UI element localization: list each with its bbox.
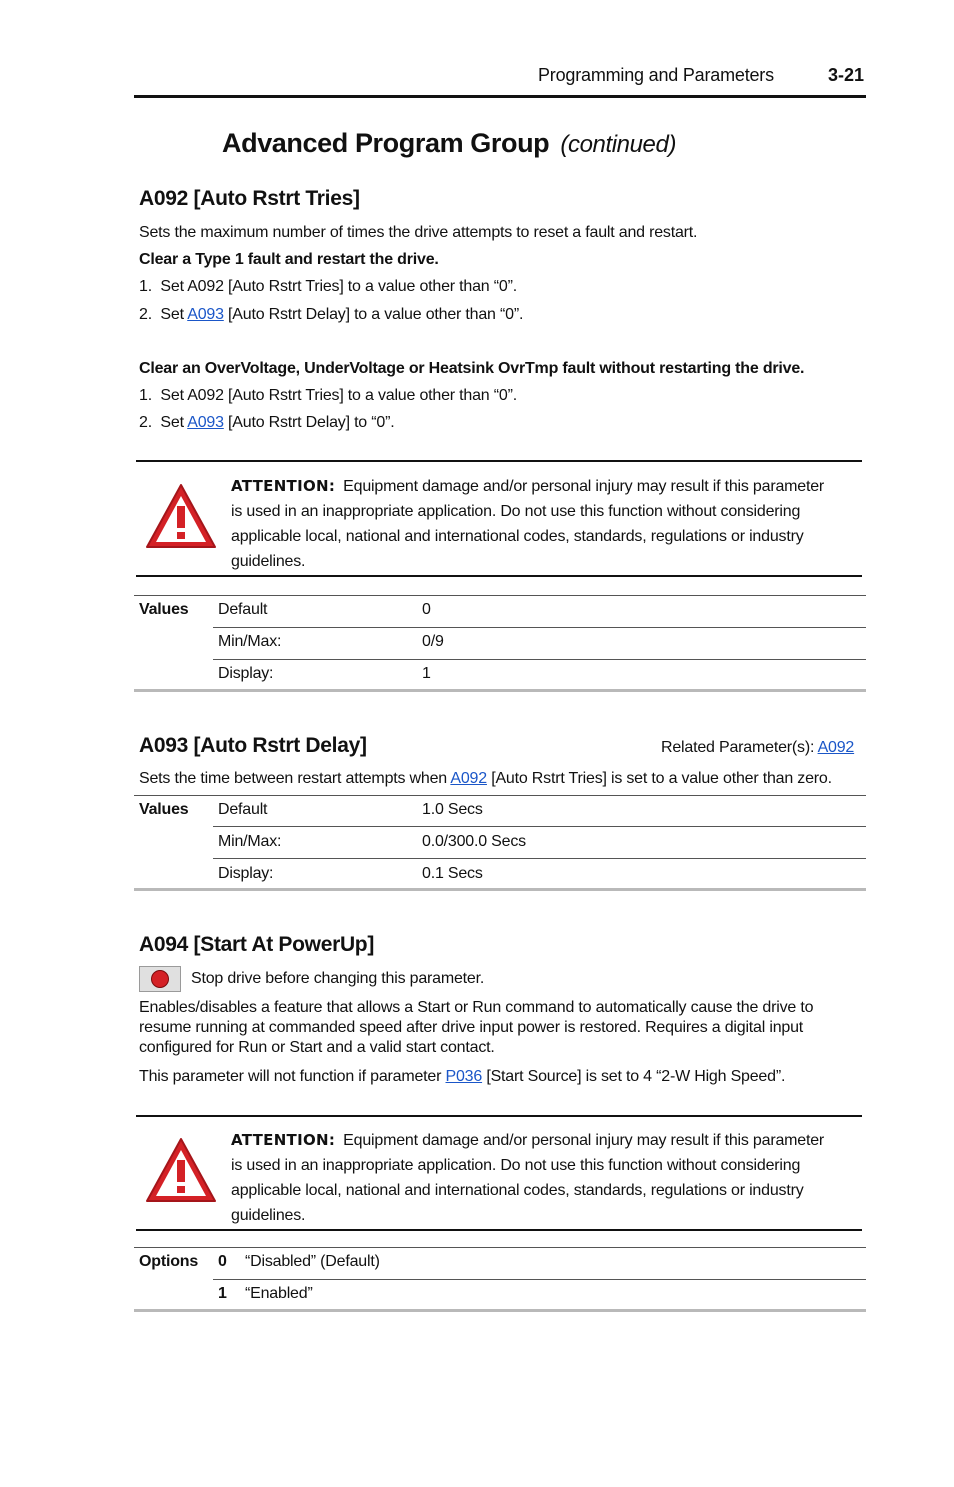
table-row-name: Min/Max:: [218, 633, 282, 650]
table-row-value: 0: [422, 601, 431, 618]
a092-link[interactable]: A092: [450, 770, 487, 787]
attention-top-rule: [136, 1115, 862, 1117]
attention-bottom-rule: [136, 575, 862, 577]
a092-step-2-2: [139, 413, 394, 433]
attention-text: [231, 474, 861, 574]
table-bottom-rule: [134, 689, 866, 692]
options-label: Options: [139, 1253, 199, 1270]
table-row-value: 1.0 Secs: [422, 801, 483, 818]
a093-link[interactable]: A093: [187, 414, 224, 431]
table-rule: [134, 795, 866, 796]
table-rule: [213, 1279, 866, 1280]
a092-subheading-1: Clear a Type 1 fault and restart the drive.: [139, 251, 439, 268]
desc-line: resume running at commanded speed after drive input power is restored. Requires a digital input: [139, 1019, 804, 1036]
table-row-value: 1: [422, 665, 431, 682]
attention-line: guidelines.: [231, 553, 306, 570]
table-bottom-rule: [134, 1309, 866, 1312]
a092-subheading-2: Clear an OverVoltage, UnderVoltage or Heatsink OvrTmp fault without restarting the drive.: [139, 360, 805, 377]
table-row-name: Display:: [218, 865, 274, 882]
attention-bottom-rule: [136, 1229, 862, 1231]
warning-triangle-icon: [144, 1136, 218, 1204]
option-code: 0: [218, 1253, 227, 1270]
desc-line: configured for Run or Start and a valid start contact.: [139, 1039, 495, 1056]
page-number: 3-21: [828, 65, 865, 85]
attention-line: [231, 1128, 861, 1153]
desc-line: Enables/disables a feature that allows a Start or Run command to automatically cause the drive to: [139, 999, 814, 1016]
attention-line: is used in an inappropriate application. Do not use this function without considering: [231, 503, 801, 520]
table-rule: [213, 826, 866, 827]
warning-triangle-icon: [144, 482, 218, 550]
table-row-name: Default: [218, 801, 268, 818]
option-code: 1: [218, 1285, 227, 1302]
table-rule: [213, 659, 866, 660]
values-label: Values: [139, 601, 189, 618]
table-row-name: Min/Max:: [218, 833, 282, 850]
desc-text: Sets the time between restart attempts when: [139, 770, 451, 787]
table-rule: [213, 627, 866, 628]
desc-text: [Auto Rstrt Tries] is set to a value other than zero.: [486, 770, 832, 787]
a094-description: [139, 998, 813, 1058]
p036-link[interactable]: P036: [445, 1068, 483, 1085]
step-text: [Auto Rstrt Delay] to a value other than “0”.: [223, 306, 524, 323]
attention-line: [231, 474, 861, 499]
stop-drive-icon: [139, 966, 181, 992]
option-text: “Enabled”: [245, 1285, 313, 1302]
step-text: 2. Set: [139, 414, 188, 431]
attention-text: [231, 1128, 861, 1228]
note-text: [Start Source] is set to 4 “2-W High Speed”.: [482, 1068, 786, 1085]
a093-heading: A093 [Auto Rstrt Delay]: [139, 734, 367, 757]
attention-top-rule: [136, 460, 862, 462]
table-bottom-rule: [134, 888, 866, 891]
header-rule: [134, 95, 866, 98]
a092-link[interactable]: A092: [817, 739, 855, 756]
table-row-value: 0.1 Secs: [422, 865, 483, 882]
related-parameters: [661, 738, 854, 758]
values-label: Values: [139, 801, 189, 818]
a092-step-1-1: 1. Set A092 [Auto Rstrt Tries] to a value other than “0”.: [139, 278, 517, 295]
table-rule: [213, 858, 866, 859]
attention-text-1: Equipment damage and/or personal injury may result if this parameter: [343, 1132, 825, 1149]
table-row-value: 0.0/300.0 Secs: [422, 833, 526, 850]
table-rule: [134, 595, 866, 596]
page-title: [222, 126, 676, 162]
option-text: “Disabled” (Default): [245, 1253, 380, 1270]
a092-heading: A092 [Auto Rstrt Tries]: [139, 187, 360, 210]
running-header-section: Programming and Parameters: [538, 65, 774, 85]
table-row-name: Default: [218, 601, 268, 618]
a094-heading: A094 [Start At PowerUp]: [139, 933, 375, 956]
page-title-main: Advanced Program Group: [222, 128, 550, 158]
table-rule: [134, 1247, 866, 1248]
attention-label: ATTENTION:: [231, 477, 336, 495]
stop-note: Stop drive before changing this parameter.: [191, 970, 485, 987]
attention-line: is used in an inappropriate application. Do not use this function without considering: [231, 1157, 801, 1174]
a092-step-2-1: 1. Set A092 [Auto Rstrt Tries] to a value other than “0”.: [139, 387, 517, 404]
a094-note: [139, 1067, 785, 1087]
a093-description: [139, 769, 832, 789]
step-text: [Auto Rstrt Delay] to “0”.: [223, 414, 395, 431]
attention-text-1: Equipment damage and/or personal injury may result if this parameter: [343, 478, 825, 495]
stop-dot: [151, 970, 169, 988]
note-text: This parameter will not function if parameter: [139, 1068, 446, 1085]
attention-line: guidelines.: [231, 1207, 306, 1224]
table-row-name: Display:: [218, 665, 274, 682]
related-label: Related Parameter(s):: [661, 739, 818, 756]
a092-description: Sets the maximum number of times the drive attempts to reset a fault and restart.: [139, 224, 698, 241]
attention-line: applicable local, national and international codes, standards, regulations or industry: [231, 1182, 804, 1199]
step-text: 2. Set: [139, 306, 188, 323]
page-title-sub: (continued): [560, 131, 677, 158]
attention-label: ATTENTION:: [231, 1131, 336, 1149]
a093-link[interactable]: A093: [187, 306, 224, 323]
a092-step-1-2: [139, 305, 523, 325]
attention-line: applicable local, national and international codes, standards, regulations or industry: [231, 528, 804, 545]
table-row-value: 0/9: [422, 633, 444, 650]
